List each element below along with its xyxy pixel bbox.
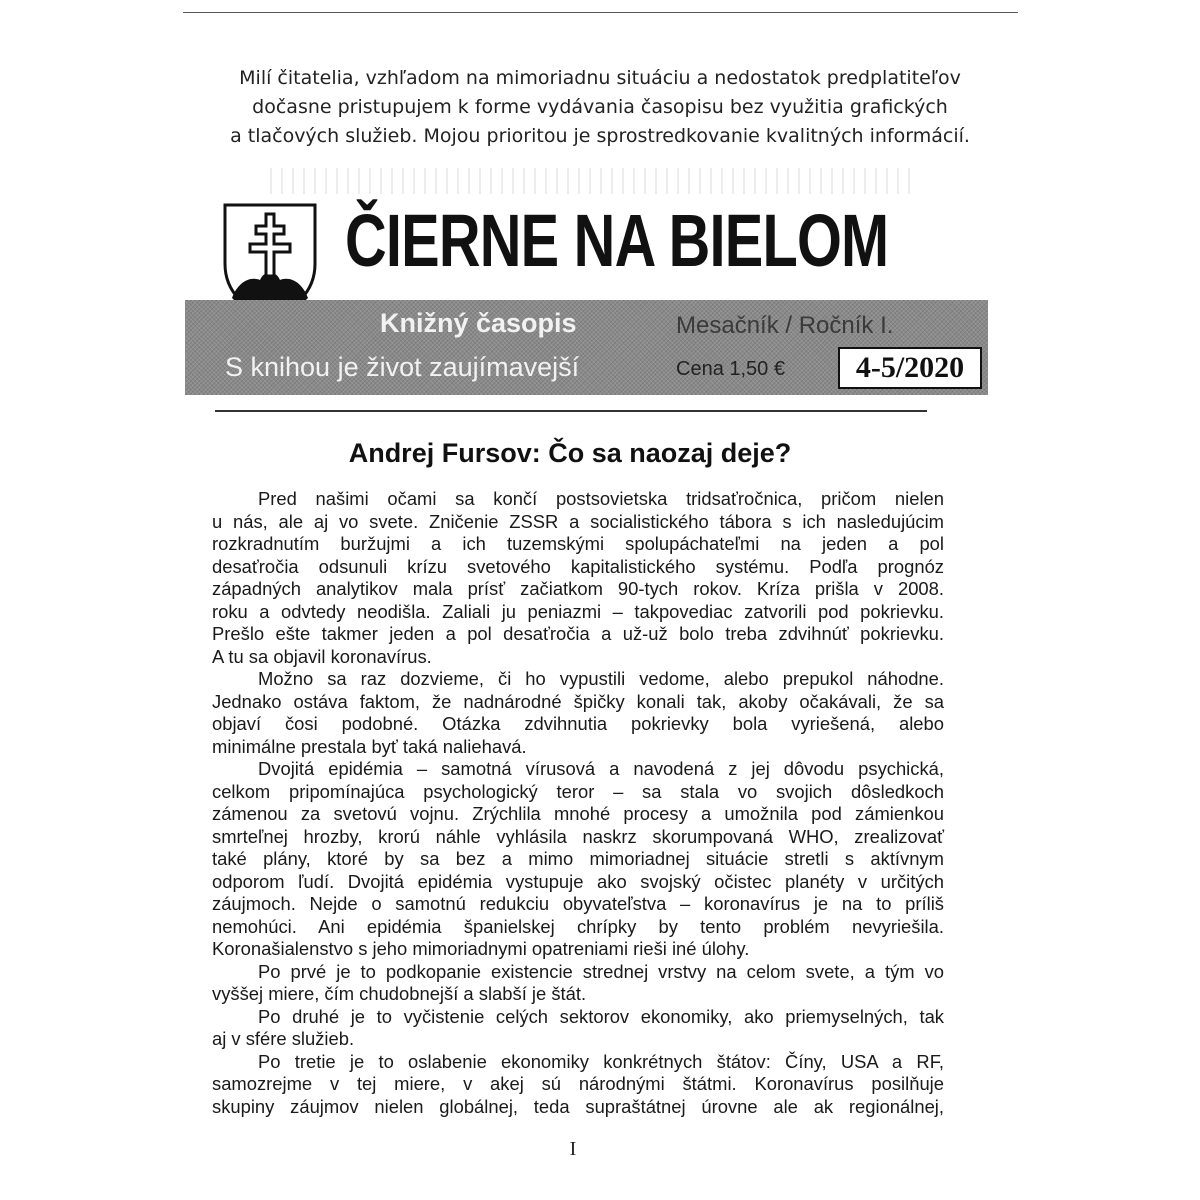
text-line: Koronašialenstvo s jeho mimoriadnymi opatreniami rieši iné úlohy. bbox=[212, 938, 750, 959]
text-line: vyššej miere, čím chudobnejší a slabší je štát. bbox=[212, 983, 587, 1004]
text-line: rozkradnutím buržujmi a ich tuzemskými spolupáchateľmi na jeden a pol bbox=[212, 533, 944, 554]
text-line: minimálne prestala byť taká naliehavá. bbox=[212, 735, 527, 757]
text-line: Po druhé je to vyčistenie celých sektorov ekonomiky, ako priemyselných, tak bbox=[258, 1005, 944, 1027]
article-paragraph bbox=[212, 758, 944, 961]
magazine-subtitle: Knižný časopis bbox=[380, 308, 577, 338]
text-line: Prešlo ešte takmer jeden a pol desaťročia a už-už bolo treba zdvihnúť pokrievku. bbox=[212, 623, 944, 644]
page-number: I bbox=[569, 1138, 577, 1160]
article-paragraph bbox=[212, 1051, 944, 1119]
text-line: Jednako ostáva faktom, že nadnárodné špičky konali tak, akoby očakávali, že sa bbox=[212, 690, 944, 712]
text-line: zámenou za svetovú vojnu. Zrýchlila mnohé procesy a umožnila pod zámienkou bbox=[212, 803, 944, 824]
text-line: skupiny záujmov nielen globálnej, teda supraštátnej úrovne ale ak regionálnej, bbox=[212, 1095, 944, 1117]
text-line: odporom ľudí. Dvojitá epidémia vystupuje ako svojský očistec planéty v určitých bbox=[212, 870, 944, 892]
article-paragraph bbox=[212, 961, 944, 1006]
text-line: Po tretie je to oslabenie ekonomiky konkrétnych štátov: Číny, USA a RF, bbox=[258, 1050, 944, 1072]
text-line: desaťročia odsunuli krízu svetového kapitalistického systému. Podľa prognóz bbox=[212, 555, 944, 577]
text-line: nemohúci. Ani epidémia španielskej chrípky by tento problém nevyriešila. bbox=[212, 915, 944, 937]
magazine-slogan: S knihou je život zaujímavejší bbox=[225, 352, 580, 382]
article-paragraph bbox=[212, 668, 944, 758]
text-line: Po prvé je to podkopanie existencie strednej vrstvy na celom svete, a tým vo bbox=[258, 960, 944, 982]
text-line: Dvojitá epidémia – samotná vírusová a navodená z jej dôvodu psychická, bbox=[258, 758, 944, 779]
top-rule bbox=[183, 12, 1018, 13]
text-line: A tu sa objavil koronavírus. bbox=[212, 645, 432, 667]
article-title: Andrej Fursov: Čo sa naozaj deje? bbox=[348, 438, 792, 468]
article-paragraph bbox=[212, 1006, 944, 1051]
separator-rule bbox=[215, 410, 927, 412]
article-paragraph bbox=[212, 488, 944, 668]
text-line: objaví čosi podobné. Otázka zdvihnutia pokrievky bola vyriešená, alebo bbox=[212, 713, 944, 734]
issue-number: 4-5/2020 bbox=[838, 347, 982, 389]
masthead-title: ČIERNE NA BIELOM bbox=[345, 199, 889, 282]
text-line: aj v sfére služieb. bbox=[212, 1028, 355, 1049]
article-body bbox=[212, 488, 944, 1118]
text-line: Pred našimi očami sa končí postsovietska tridsaťročnica, pričom nielen bbox=[258, 488, 944, 509]
text-line: západných analytikov mala prísť začiatkom 90-tych rokov. Kríza prišla v 2008. bbox=[212, 578, 944, 599]
text-line: také plány, ktoré by sa bez a mimo mimoriadnej situácie stretli s aktívnym bbox=[212, 848, 944, 869]
notice-line: a tlačových služieb. Mojou prioritou je sprostredkovanie kvalitných informácií. bbox=[230, 125, 970, 147]
issue-price: Cena 1,50 € bbox=[676, 358, 785, 380]
text-line: roku a odvtedy neodišla. Zaliali ju peniazmi – takpovediac zatvorili pod pokrievku. bbox=[212, 600, 944, 622]
editor-notice bbox=[150, 64, 1050, 151]
text-line: samozrejme v tej miere, v akej sú národnými štátmi. Koronavírus posilňuje bbox=[212, 1073, 944, 1094]
text-line: záujmoch. Nejde o samotnú redukciu obyvateľstva – koronavírus je na to príliš bbox=[212, 893, 944, 914]
issue-frequency: Mesačník / Ročník I. bbox=[676, 312, 894, 339]
text-line: celkom pripomínajúca psychologický teror – sa stala vo svojich dôsledkoch bbox=[212, 780, 944, 802]
text-line: u nás, ale aj vo svete. Zničenie ZSSR a socialistického tábora s ich nasledujúcim bbox=[212, 510, 944, 532]
scan-specks bbox=[270, 168, 910, 194]
notice-line: Milí čitatelia, vzhľadom na mimoriadnu situáciu a nedostatok predplatiteľov bbox=[239, 67, 961, 89]
text-line: Možno sa raz dozvieme, či ho vypustili vedome, alebo prepukol náhodne. bbox=[258, 668, 944, 689]
notice-line: dočasne pristupujem k forme vydávania časopisu bez využitia grafických bbox=[252, 96, 948, 118]
text-line: smrteľnej hrozby, krorú náhle vyhlásila naskrz skorumpovaná WHO, zrealizovať bbox=[212, 825, 944, 847]
